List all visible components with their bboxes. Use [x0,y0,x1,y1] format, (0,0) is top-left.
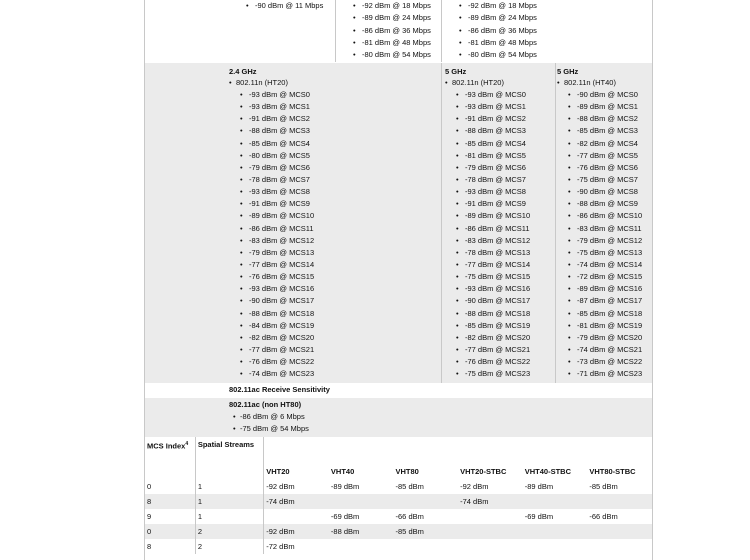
list-item: • -86 dBm @ 36 Mbps [353,25,431,37]
list-item: • -77 dBm @ MCS14 [240,259,314,271]
mcs-list [240,89,314,380]
table-row [145,479,652,494]
mcs-index-header: MCS Index$^4$ [147,441,189,451]
list-item: • -79 dBm @ MCS6 [456,162,530,174]
table-cell: 1 [195,509,263,524]
table-cell: -85 dBm [394,524,459,539]
list-item: • -77 dBm @ MCS5 [568,150,642,162]
list-item: • -86 dBm @ 36 Mbps [459,25,537,37]
list-item: • -77 dBm @ MCS21 [456,344,530,356]
list-item: • -81 dBm @ 48 Mbps [459,37,537,49]
list-item: • -90 dBm @ MCS17 [240,295,314,307]
list-item: • -78 dBm @ MCS7 [240,174,314,186]
list-item: • -73 dBm @ MCS22 [568,356,642,368]
list-item: • -75 dBm @ MCS7 [568,174,642,186]
table-cell: -72 dBm [264,539,329,554]
list-item: • -89 dBm @ 24 Mbps [353,12,431,24]
table-cell: 1 [195,494,263,509]
list-item: • -74 dBm @ MCS21 [568,344,642,356]
list-item: • -91 dBm @ MCS2 [456,113,530,125]
list-item: • -88 dBm @ MCS3 [240,125,314,137]
table-cell: -88 dBm [329,524,394,539]
list-item: • -80 dBm @ 54 Mbps [353,49,431,61]
list-item: • -71 dBm @ MCS23 [568,368,642,380]
table-cell: -85 dBm [395,482,424,491]
list-item: • -76 dBm @ MCS22 [456,356,530,368]
table-row [145,509,652,524]
list-item: • -81 dBm @ 48 Mbps [353,37,431,49]
table-cell: -89 dBm [330,482,360,491]
column-header: VHT80-STBC [589,467,636,476]
list-item: • -88 dBm @ MCS9 [568,198,642,210]
list-item: • -76 dBm @ MCS15 [240,271,314,283]
band-label: 5 GHz [557,67,579,76]
spatial-streams-header: Spatial Streams [195,437,263,464]
table-cell: -92 dBm [264,479,329,494]
table-cell [523,494,588,509]
table-cell: -85 dBm [589,482,618,491]
list-item: • -82 dBm @ MCS20 [456,332,530,344]
list-item: • -74 dBm @ MCS14 [568,259,642,271]
table-cell [329,494,394,509]
list-item: • -78 dBm @ MCS13 [456,247,530,259]
table-cell: 0 [145,524,195,539]
table-row [145,524,652,539]
list-item: • -79 dBm @ MCS20 [568,332,642,344]
list-item: • -86 dBm @ MCS11 [240,223,314,235]
mode-label: • 802.11n (HT40) [557,77,642,89]
column-header: VHT40 [330,467,355,476]
mcs-list [568,89,642,380]
top-col2-list [353,0,431,61]
list-item: • -79 dBm @ MCS13 [240,247,314,259]
list-item: • -77 dBm @ MCS21 [240,344,314,356]
table-cell [523,524,588,539]
mode-label: • 802.11n (HT20) [229,77,314,89]
ht-block-24ghz-ht20 [229,66,314,380]
list-item: • -79 dBm @ MCS6 [240,162,314,174]
list-item: • -76 dBm @ MCS6 [568,162,642,174]
top-col1-list [246,0,323,12]
list-item: • -85 dBm @ MCS4 [456,138,530,150]
table-cell [458,509,523,524]
ht-block-5ghz-ht20 [445,66,530,380]
header-spacer [264,437,652,464]
col-divider [441,0,442,62]
table-cell: -89 dBm [524,482,554,491]
table-row [145,539,652,554]
list-item: • -89 dBm @ MCS16 [568,283,642,295]
list-item: • -76 dBm @ MCS22 [240,356,314,368]
table-cell [587,524,652,539]
list-item: • -86 dBm @ MCS11 [456,223,530,235]
table-cell [458,524,523,539]
list-item: • -85 dBm @ MCS18 [568,308,642,320]
list-item: • -88 dBm @ MCS18 [456,308,530,320]
list-item: • -86 dBm @ MCS10 [568,210,642,222]
list-item: • -87 dBm @ MCS17 [568,295,642,307]
list-item: • -75 dBm @ MCS13 [568,247,642,259]
list-item: • -77 dBm @ MCS14 [456,259,530,271]
list-item: • -79 dBm @ MCS12 [568,235,642,247]
column-header: VHT20 [264,464,329,479]
list-item: • -85 dBm @ MCS4 [240,138,314,150]
band-label: 2.4 GHz [229,67,257,76]
list-item: • -72 dBm @ MCS15 [568,271,642,283]
list-item: • -92 dBm @ 18 Mbps [353,0,431,12]
list-item: • -89 dBm @ MCS1 [568,101,642,113]
list-item: • -85 dBm @ MCS19 [456,320,530,332]
list-item: • -82 dBm @ MCS20 [240,332,314,344]
list-item: • -78 dBm @ MCS7 [456,174,530,186]
list-item: • -75 dBm @ MCS23 [456,368,530,380]
table-cell [329,539,394,554]
spec-table-frame [144,0,653,560]
list-item: • -81 dBm @ MCS5 [456,150,530,162]
table-cell [587,494,652,509]
column-header: VHT40-STBC [524,467,571,476]
vht-sensitivity-table [145,437,652,554]
list-item: • -82 dBm @ MCS4 [568,138,642,150]
list-item: • -90 dBm @ MCS0 [568,89,642,101]
table-cell [264,509,329,524]
table-cell: 2 [195,539,263,554]
list-item: • -85 dBm @ MCS3 [568,125,642,137]
table-cell [458,539,523,554]
list-item: • -90 dBm @ 11 Mbps [246,0,323,12]
list-item: • -93 dBm @ MCS8 [240,186,314,198]
column-header-row [145,464,652,479]
list-item: • -83 dBm @ MCS11 [568,223,642,235]
table-cell: 2 [195,524,263,539]
band-label: 5 GHz [445,67,467,76]
table-cell: 8 [147,542,152,551]
table-cell [394,539,459,554]
table-cell: 8 [145,494,195,509]
table-cell: -74 dBm [264,494,329,509]
list-item: • -88 dBm @ MCS2 [568,113,642,125]
list-item: • -83 dBm @ MCS12 [456,235,530,247]
list-item: • -91 dBm @ MCS9 [240,198,314,210]
ht-block-5ghz-ht40 [557,66,642,380]
list-item: • -86 dBm @ 6 Mbps [233,411,309,423]
table-cell: 9 [147,512,152,521]
list-item: • -93 dBm @ MCS0 [456,89,530,101]
table-cell: -69 dBm [330,512,360,521]
col-divider [555,63,556,383]
list-item: • -93 dBm @ MCS1 [456,101,530,113]
list-item: • -80 dBm @ MCS5 [240,150,314,162]
list-item: • -89 dBm @ MCS10 [240,210,314,222]
table-cell [587,539,652,554]
list-item: • -93 dBm @ MCS16 [456,283,530,295]
table-cell: -69 dBm [524,512,554,521]
top-col3-list [459,0,537,61]
list-item: • -75 dBm @ 54 Mbps [233,423,309,435]
table-cell: -92 dBm [460,482,489,491]
table-cell: -74 dBm [458,494,523,509]
list-item: • -88 dBm @ MCS18 [240,308,314,320]
list-item: • -93 dBm @ MCS1 [240,101,314,113]
list-item: • -91 dBm @ MCS2 [240,113,314,125]
list-item: • -90 dBm @ MCS8 [568,186,642,198]
list-item: • -93 dBm @ MCS16 [240,283,314,295]
non-ht80-list [233,411,309,435]
list-item: • -75 dBm @ MCS15 [456,271,530,283]
list-item: • -84 dBm @ MCS19 [240,320,314,332]
list-item: • -80 dBm @ 54 Mbps [459,49,537,61]
list-item: • -93 dBm @ MCS8 [456,186,530,198]
col-divider [335,0,336,62]
table-cell [523,539,588,554]
ac-non-ht80-title: 802.11ac (non HT80) [229,400,302,409]
table-cell: 1 [195,479,263,494]
mcs-list [456,89,530,380]
column-header: VHT20-STBC [460,467,507,476]
col-divider [441,63,442,383]
column-header: VHT80 [395,467,419,476]
table-cell: 0 [147,482,152,491]
list-item: • -89 dBm @ MCS10 [456,210,530,222]
list-item: • -74 dBm @ MCS23 [240,368,314,380]
ac-section-title: 802.11ac Receive Sensitivity [229,385,330,394]
table-cell: -92 dBm [264,524,329,539]
list-item: • -93 dBm @ MCS0 [240,89,314,101]
list-item: • -91 dBm @ MCS9 [456,198,530,210]
ac-non-ht80-band [145,398,652,437]
table-cell: -66 dBm [589,512,618,521]
table-row [145,494,652,509]
list-item: • -90 dBm @ MCS17 [456,295,530,307]
mode-label: • 802.11n (HT20) [445,77,530,89]
list-item: • -81 dBm @ MCS19 [568,320,642,332]
table-cell: -66 dBm [395,512,424,521]
table-cell [394,494,459,509]
list-item: • -88 dBm @ MCS3 [456,125,530,137]
list-item: • -89 dBm @ 24 Mbps [459,12,537,24]
list-item: • -92 dBm @ 18 Mbps [459,0,537,12]
list-item: • -83 dBm @ MCS12 [240,235,314,247]
